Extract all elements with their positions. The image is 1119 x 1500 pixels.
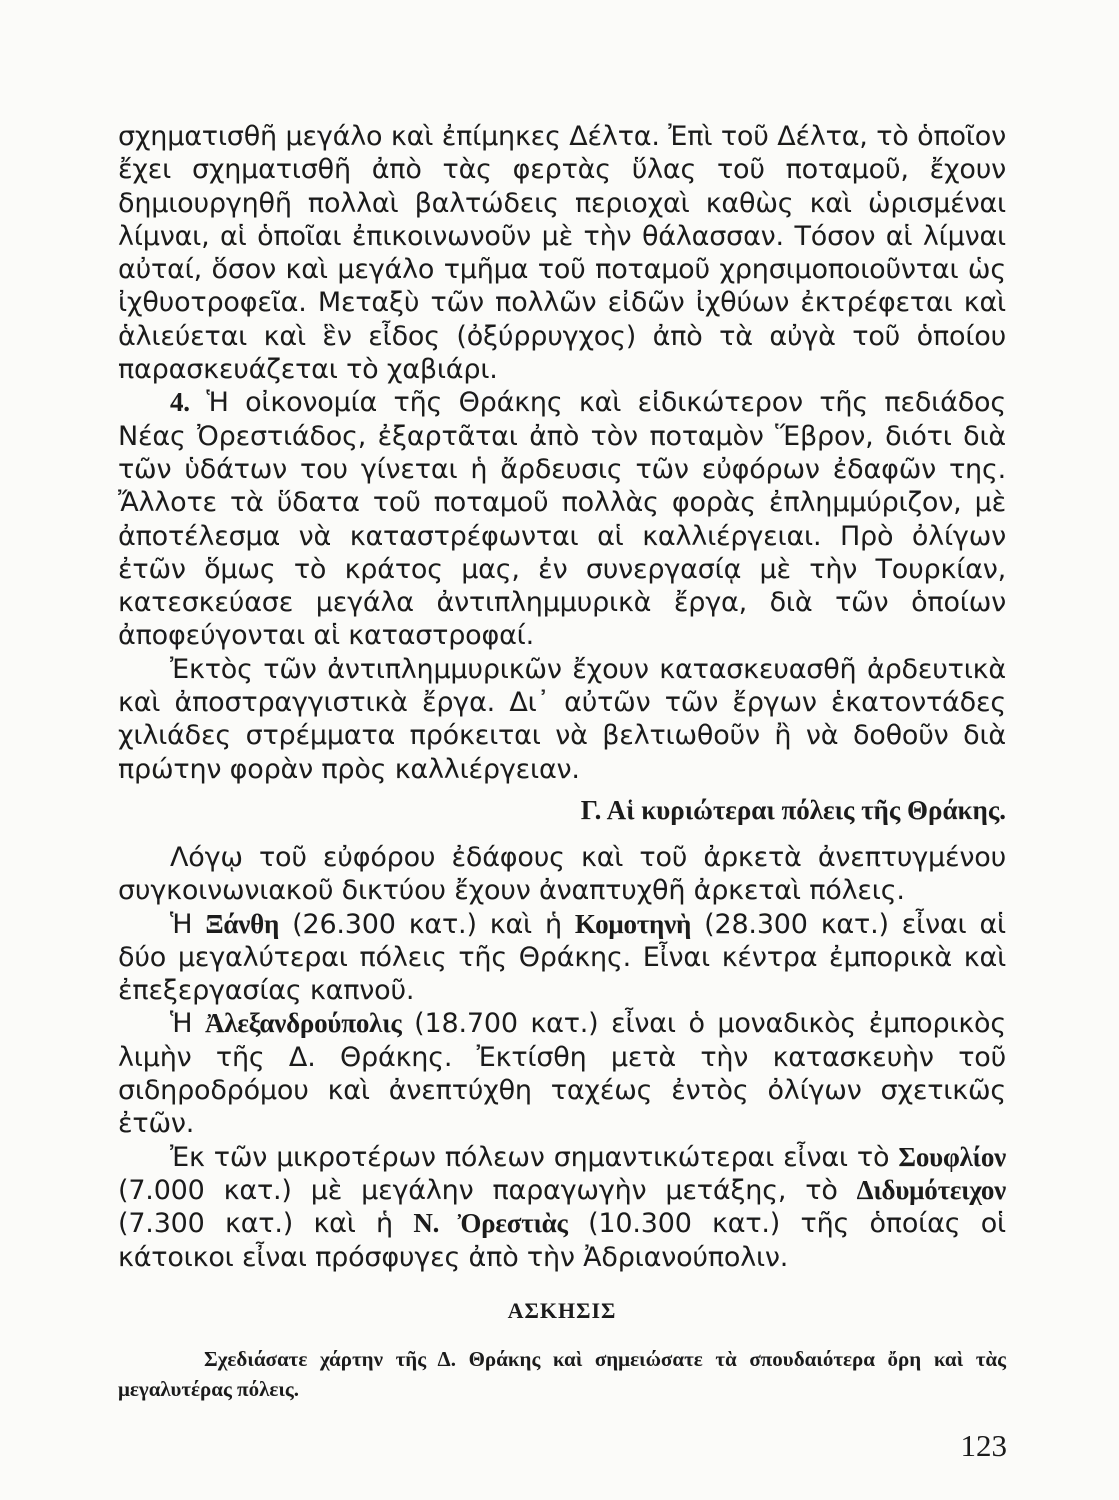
- text-span: (28.300 κατ.) εἶναι αἱ δύο μεγαλύτεραι πόλεις τῆς Θράκης. Εἶναι κέντρα ἐμπορικὰ καὶ ἐπεξεργασίας καπνοῦ.: [118, 908, 1006, 1007]
- city-orestias: Ν. Ὀρεστιὰς: [413, 1208, 568, 1239]
- exercise-body: [118, 1344, 1006, 1404]
- section-g-heading: Γ. Αἱ κυριώτεραι πόλεις τῆς Θράκης.: [580, 795, 1006, 825]
- text-span: Ἡ: [170, 1008, 205, 1040]
- section-d-body: [118, 120, 1006, 786]
- text-span: (7.300 κατ.) καὶ ἡ: [118, 1208, 414, 1240]
- paragraph-small-cities: [118, 1141, 1006, 1274]
- text-span: Ἡ: [170, 908, 206, 940]
- text-span: (18.700 κατ.) εἶναι ὁ μοναδικὸς ἐμπορικὸς λιμὴν τῆς Δ. Θράκης. Ἐκτίσθη μετὰ τὴν κατασκευὴν τοῦ σιδηροδρόμου καὶ ἀνεπτύχθη ταχέως ἐντὸς ὀλίγων σχετικῶς ἐτῶν.: [118, 1008, 1006, 1140]
- section-g-body: [118, 841, 1006, 1274]
- paragraph-number: 4.: [170, 387, 190, 418]
- paragraph-xanthi-komotini: [118, 908, 1006, 1008]
- text-span: (7.000 κατ.) μὲ μεγάλην παραγωγὴν μετάξης, τὸ: [118, 1174, 857, 1206]
- text-span: Ἐκ τῶν μικροτέρων πόλεων σημαντικώτεραι εἶναι τὸ: [170, 1141, 899, 1173]
- city-alexandroupolis: Ἀλεξανδρούπολις: [204, 1008, 402, 1039]
- paragraph-delta: σχηματισθῆ μεγάλο καὶ ἐπίμηκες Δέλτα. Ἐπὶ τοῦ Δέλτα, τὸ ὁποῖον ἔχει σχηματισθῆ ἀπὸ τὰς φερτὰς ὕλας τοῦ ποταμοῦ, ἔχουν δημιουργηθῆ πολλαὶ βαλτώδεις περιοχαὶ καθὼς καὶ ὡρισμέναι λίμναι, αἱ ὁποῖαι ἐπικοινωνοῦν μὲ τὴν θάλασσαν. Τόσον αἱ λίμναι αὐταί, ὅσον καὶ μεγάλο τμῆμα τοῦ ποταμοῦ χρησιμοποιοῦνται ὡς ἰχθυοτροφεῖα. Μεταξὺ τῶν πολλῶν εἰδῶν ἰχθύων ἐκτρέφεται καὶ ἁλιεύεται καὶ ἓν εἶδος (ὀξύρρυγχος) ἀπὸ τὰ αὐγὰ τοῦ ὁποίου παρασκευάζεται τὸ χαβιάρι.: [118, 121, 1006, 386]
- exercise-title: ΑΣΚΗΣΙΣ: [507, 1298, 617, 1323]
- city-komotini: Κομοτηνὴ: [574, 908, 692, 939]
- city-soufli: Σουφλίον: [898, 1141, 1006, 1172]
- city-xanthi: Ξάνθη: [205, 908, 280, 939]
- paragraph-economy-text: Ἡ οἰκονομία τῆς Θράκης καὶ εἰδικώτερον τῆς πεδιάδος Νέας Ὀρεστιάδος, ἐξαρτᾶται ἀπὸ τὸν ποταμὸν Ἕβρον, διότι διὰ τῶν ὑδάτων του γίνεται ἡ ἄρδευσις τῶν εὐφόρων ἐδαφῶν της. Ἄλλοτε τὰ ὕδατα τοῦ ποταμοῦ πολλὰς φορὰς ἐπλημμύριζον, μὲ ἀποτέλεσμα νὰ καταστρέφωνται αἱ καλλιέργειαι. Πρὸ ὀλίγων ἐτῶν ὅμως τὸ κράτος μας, ἐν συνεργασίᾳ μὲ τὴν Τουρκίαν, κατεσκεύασε μεγάλα ἀντιπλημμυρικὰ ἔργα, διὰ τῶν ὁποίων ἀποφεύγονται αἱ καταστροφαί.: [118, 387, 1006, 652]
- paragraph-works: Ἐκτὸς τῶν ἀντιπλημμυρικῶν ἔχουν κατασκευασθῆ ἀρδευτικὰ καὶ ἀποστραγγιστικὰ ἔργα. Δι᾿ αὐτῶν τῶν ἔργων ἑκατοντάδες χιλιάδες στρέμματα πρόκειται νὰ βελτιωθοῦν ἢ νὰ δοθοῦν διὰ πρώτην φορὰν πρὸς καλλιέργειαν.: [118, 653, 1006, 785]
- city-didymoteicho: Διδυμότειχον: [856, 1174, 1006, 1205]
- page-number: 123: [960, 1428, 1007, 1463]
- paragraph-economy: [118, 386, 1006, 652]
- text-span: (10.300 κατ.) τῆς ὁποίας οἱ κάτοικοι εἶναι πρόσφυγες ἀπὸ τὴν Ἀδριανούπολιν.: [118, 1208, 1006, 1273]
- paragraph-alexandroupolis: [118, 1007, 1006, 1140]
- text-span: (26.300 κατ.) καὶ ἡ: [279, 908, 575, 940]
- exercise-text: Σχεδιάσατε χάρτην τῆς Δ. Θράκης καὶ σημειώσατε τὰ σπουδαιότερα ὄρη καὶ τὰς μεγαλυτέρας πόλεις.: [118, 1347, 1006, 1401]
- paragraph-cities-intro: Λόγῳ τοῦ εὐφόρου ἐδάφους καὶ τοῦ ἀρκετὰ ἀνεπτυγμένου συγκοινωνιακοῦ δικτύου ἔχουν ἀναπτυχθῆ ἀρκεταὶ πόλεις.: [118, 842, 1006, 907]
